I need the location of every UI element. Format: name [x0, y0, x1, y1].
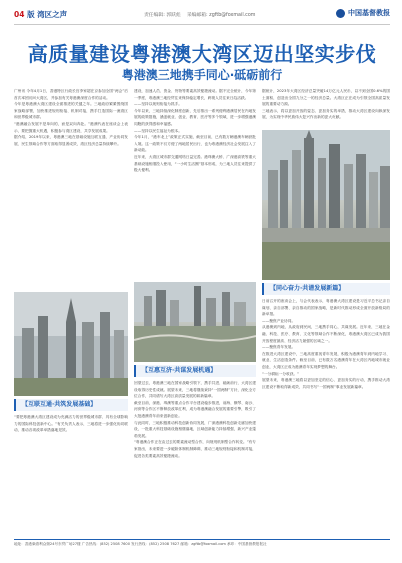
article-col1-top: [14, 88, 128, 290]
paragraph: 广州讯 今年4月1日，香港特区行政长官李家超在京参加全国“两会”后首次率团访问大湾区，并参加有关粤港澳深度合作的活动。: [14, 89, 128, 100]
page-number: [14, 9, 67, 20]
paragraph: “要把粤港澳大湾区建设成为充满活力的世界级城市群、具有全球影响力的国际科技创新中心。”有关负责人表示，三地将进一步强化协同联动，推动各项改革举措落地见效。: [14, 415, 128, 433]
paragraph: 日前召开的座谈会上，与会代表表示，粤港澳大湾区建设是习近平总书记亲自谋划、亲自部署、亲自推动的国家战略，是新时代推动形成全面开放新格局的新举措。: [262, 299, 390, 317]
paragraph: 三地表示，将以更加开放的姿态、更加务实的举措，推动大湾区建设向纵深发展，为实现中华民族伟大复兴作出新的更大贡献。: [262, 108, 390, 120]
editor-email: 采编邮箱: zgftb@foxmail.com: [186, 13, 256, 18]
paragraph: 与此同时，三地积极推动科技创新协同发展，广深港澳科技创新走廊加快建设，一批重大科技基础设施相继落地，区域创新能力持续增强，新兴产业蓬勃发展。: [134, 420, 256, 438]
caption-right-photo: 【同心奋力·共谱发展新篇】: [262, 283, 390, 295]
paragraph: “粤港澳合作正在由过去的要素流动型合作，向规则机制型合作转变。”有专家指出，未来要进一步破除体制机制障碍，推动三地规则衔接和机制对接，促进各类要素高效便捷流动。: [134, 440, 256, 458]
paragraph: 建设，加速人员、资金、货物等要素高效便捷流动。据不完全统计，今年第一季度，粤港澳三地经贸往来保持稳定增长，跨境人员往来日趋活跃。: [134, 89, 256, 100]
paragraph: “港澳融合发展不是单向的，而是双向奔赴。”港澳代表在座谈会上表示，要把握重大机遇，积极参与湾区建设，共享发展成果。: [14, 121, 128, 133]
paragraph: 今年是粤港澳大湾区建设全面推进的关键之年。三地政府紧紧围绕国家战略部署，加快推进规则衔接、机制对接，携手打造国际一流湾区和世界级城市群。: [14, 102, 128, 120]
paragraph: 据统计，2023年大湾区经济总量突破14万亿元人民币，以不到全国0.6%的国土面积，创造出全国九分之一的经济总量。大湾区正在成为引领全国高质量发展的重要动力源。: [262, 89, 390, 107]
city-illustration: [134, 282, 256, 362]
logo-text: 中国基督教报: [348, 9, 390, 17]
paragraph: 展望未来，粤港澳三地将以更加坚定的信心、更加务实的行动，携手推动大湾区建设不断取得新成效，共同书写“一国两制”事业发展新篇章。: [262, 378, 390, 389]
caption-block-middle: [134, 365, 256, 377]
caption-middle-photo: 【互惠互济·共谋发展机遇】: [134, 365, 256, 377]
page-masthead: [14, 8, 390, 25]
photo-city-middle: [134, 282, 256, 362]
paragraph: 回望过去，粤港澳三地在国家战略引领下，携手共进、砥砺前行，大湾区建设取得历史性成就。展望未来，三地将继续秉持“一国两制”方针，深化全方位合作，共同谱写大湾区高质量发展的崭新篇章。: [134, 381, 256, 399]
paragraph: ——坚持以规则衔接为抓手。: [134, 102, 182, 107]
section-name: 版 湾区之声: [27, 10, 68, 19]
paragraph: 在推进大湾区建设中，三地高度重视青年发展，积极为港澳青年到内地学习、就业、生活创造条件。截至目前，已有数万名港澳青年在大湾区内地城市就业创业，大湾区正成为港澳青年实现梦想的舞台。: [262, 351, 390, 369]
caption-block-right: [262, 283, 390, 295]
article-col3-top: [262, 88, 390, 128]
page-footer: 地址：香港柴湾利众街24号东贸广场27楼 广告热线：(852) 2508 7600 发行热线：(852) 2508 7627 邮箱：zgftb@foxmail.com 承印：中国基督教报报社: [14, 539, 390, 547]
paragraph: 据介绍，2019年以来，粤港澳三地在基础设施互联互通、产业协同发展、民生领域合作等方面取得显著成效，湾区经济总量持续攀升。: [14, 135, 128, 146]
article-col2-top: [134, 88, 256, 278]
editor-name: 责任编辑: 郭跃彪: [144, 13, 181, 18]
newspaper-logo: [336, 8, 390, 18]
paragraph: “一分耕耘一分收获。”: [262, 371, 300, 376]
article-col1-bottom: [14, 414, 128, 534]
editor-line: [144, 11, 255, 18]
paragraph: ——聚焦产业协同。: [262, 318, 296, 323]
logo-icon: [336, 9, 345, 18]
paragraph: 今年以来，三地持续深化制度创新，先后推出一系列便利港澳居民在内地发展的政策措施，涵盖就业、创业、教育、医疗等多个领域，进一步增强港澳同胞的获得感和幸福感。: [134, 108, 256, 126]
headline: 高质量建设粤港澳大湾区迈出坚实步伐: [27, 42, 377, 66]
photo-skyline-right: [262, 130, 390, 280]
article-col2-bottom: [134, 380, 256, 534]
page-number-value: 04: [14, 10, 25, 19]
paragraph: 近年来，大湾区城市群交通网络日益完善。港珠澳大桥、广深港高铁等重大基础设施相继投入使用，“一小时生活圈”基本形成，为三地人员往来提供了极大便利。: [134, 154, 256, 173]
skyline-illustration: [262, 130, 390, 280]
paragraph: ——坚持以民生福祉为根本。: [134, 128, 182, 133]
caption-block-left: [14, 399, 128, 411]
subheadline: 粤港澳三地携手同心·砥砺前行: [121, 68, 283, 82]
photo-landmark-left: [14, 292, 128, 396]
caption-left-photo: 【互联互通·共筑发展基础】: [14, 399, 128, 411]
paragraph: 今年1月，“港车北上”政策正式实施，截至目前，已有数万辆港澳车辆获批入境。这一政策不仅方便了两地居民出行，也为粤港澳经济社会发展注入了新动能。: [134, 135, 256, 153]
paragraph: 截至目前，深港、珠澳等重点合作平台建设稳步推进，前海、横琴、南沙、河套等合作区不断释放改革红利，成为粤港澳融合发展的重要引擎，吸引了大批港澳青年前来创新创业。: [134, 400, 256, 418]
paragraph: 从港澳到内地，从政府到民间，三地携手同心，共谋发展。近年来，三地在金融、科技、医疗、教育、文化等领域合作不断深化，粤港澳大湾区已成为我国开放程度最高、经济活力最强的区域之一。: [262, 325, 390, 343]
article-col3-bottom: [262, 298, 390, 534]
landmark-illustration: [14, 292, 128, 396]
paragraph: ——聚焦青年发展。: [262, 345, 296, 350]
